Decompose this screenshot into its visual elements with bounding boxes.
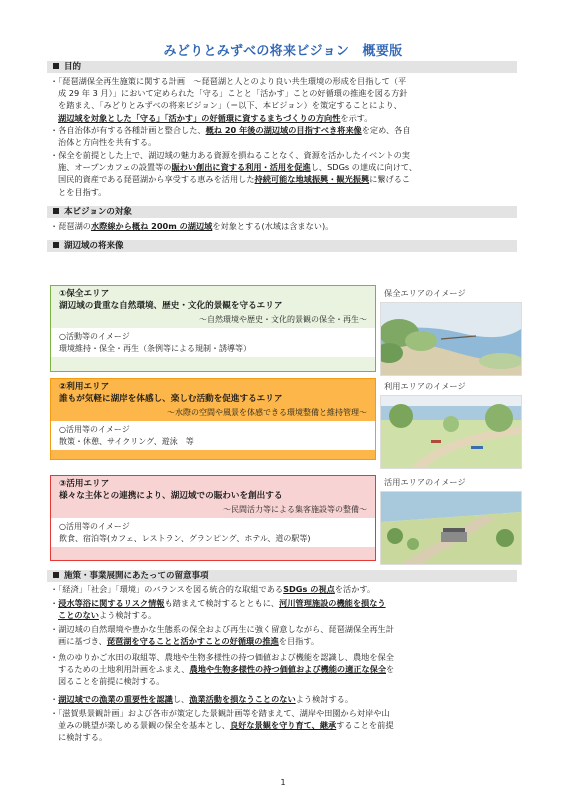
- notes-item-6: ・「滋賀県景観計画」および各市が策定した景観計画等を踏まえて、湖岸や田園から対岸や山 並みの眺望が楽しめる景観の保全を基本とし、良好な景観を守り育て、継承することを前提 に検討する。: [50, 708, 394, 743]
- purpose-paragraph-3: ・保全を前提とした上で、湖辺域の魅力ある資源を損ねることなく、資源を活かしたイベントの実 施、オープンカフェの設置等の賑わい創出に資する利用・活用を促進し、SDGs の達成に向けて、 国民的資産である琵琶湖から享受する恵みを活用した持続可能な地域振興・観光振興に繋げるこ とを目指す。: [50, 150, 418, 197]
- image-label-use: 利用エリアのイメージ: [384, 381, 466, 391]
- area-name: ③活用エリア: [59, 479, 110, 489]
- square-bullet-icon: [53, 242, 59, 248]
- notes-item-2: ・浸水等浴に関するリスク情報も踏まえて検討するとともに、河川管理施設の機能を損なう ことのないよう検討する。: [50, 598, 386, 621]
- area-subtitle: ～自然環境や歴史・文化的景観の保全・再生～: [199, 315, 367, 324]
- activity-text: 散策・休憩、サイクリング、遊泳 等: [59, 436, 194, 446]
- activity-label: ○活動等のイメージ: [59, 332, 130, 341]
- purpose-paragraph-1: ・「琵琶湖保全再生施策に関する計画 ～琵琶湖と人とのより良い共生環境の形成を目指して（平 成 29 年 3 月）」において定められた「守る」ことと「活かす」ことの好循環の推進を図る方針 を踏まえ、「みどりとみずべの将来ビジョン」（＝以下、本ビジョン）を策定することにより、 湖辺域を対象とした「守る」「活かす」の好循環に資するまちづくりの方向性を示す。: [50, 76, 408, 123]
- purpose-paragraph-2: ・各自治体が有する各種計画と整合した、概ね 20 年後の湖辺域の目指すべき将来像を定め、各自 治体と方向性を共有する。: [50, 125, 411, 148]
- area-name: ①保全エリア: [59, 289, 110, 299]
- area-headline: 湖辺域の貴重な自然環境、歴史・文化的景観を守るエリア: [59, 300, 283, 311]
- square-bullet-icon: [53, 572, 59, 578]
- page-title: みどりとみずべの将来ビジョン 概要版: [163, 44, 403, 59]
- area-subtitle: ～民間活力等による集客施設等の整備～: [223, 505, 367, 514]
- section-heading-notes: 施策・事業展開にあたっての留意事項: [47, 570, 517, 582]
- section-heading-purpose: 目的: [47, 61, 517, 73]
- notes-item-5: ・湖辺域での漁業の重要性を認識し、漁業活動を損なうことのないよう検討する。: [50, 694, 354, 704]
- activation-area-illustration: [380, 491, 522, 565]
- target-paragraph: ・琵琶湖の水際線から概ね 200m の湖辺域を対象とする(水域は含まない)。: [50, 221, 334, 231]
- activity-label: ○活用等のイメージ: [59, 425, 130, 434]
- use-area-illustration: [380, 395, 522, 469]
- section-heading-target: 本ビジョンの対象: [47, 206, 517, 218]
- image-label-conservation: 保全エリアのイメージ: [384, 288, 466, 298]
- square-bullet-icon: [53, 63, 59, 69]
- conservation-area-illustration: [380, 302, 522, 376]
- area-card-conservation: [50, 285, 376, 372]
- section-heading-future: 湖辺域の将来像: [47, 240, 517, 252]
- activity-label: ○活用等のイメージ: [59, 522, 130, 531]
- page-number: 1: [280, 778, 286, 787]
- notes-item-1: ・「経済」「社会」「環境」のバランスを図る統合的な取組であるSDGs の視点を活かす。: [50, 584, 376, 594]
- notes-item-3: ・湖辺域の自然環境や豊かな生態系の保全および再生に強く留意しながら、琵琶湖保全再生計 画に基づき、琵琶湖を守ることと活かすことの好循環の推進を目指す。: [50, 624, 394, 647]
- area-card-use: [50, 378, 376, 460]
- area-headline: 誰もが気軽に湖岸を体感し、楽しむ活動を促進するエリア: [59, 393, 283, 404]
- area-headline: 様々な主体との連携により、湖辺域での賑わいを創出する: [59, 490, 283, 501]
- activity-text: 飲食、宿泊等(カフェ、レストラン、グランピング、ホテル、道の駅等): [59, 533, 311, 543]
- image-label-activation: 活用エリアのイメージ: [384, 477, 466, 487]
- area-card-activation: [50, 475, 376, 561]
- square-bullet-icon: [53, 208, 59, 214]
- area-name: ②利用エリア: [59, 382, 110, 392]
- activity-text: 環境維持・保全・再生（条例等による規制・誘導等）: [59, 343, 251, 353]
- notes-item-4: ・魚のゆりかご水田の取組等、農地や生物多様性の持つ価値および機能を認識し、農地を保全 するための土地利用計画をふまえ、農地や生物多様性の持つ価値および機能の適正な保全を 図ることを前提に検討する。: [50, 652, 395, 687]
- area-subtitle: ～水際の空間や風景を体感できる環境整備と維持管理～: [167, 408, 367, 417]
